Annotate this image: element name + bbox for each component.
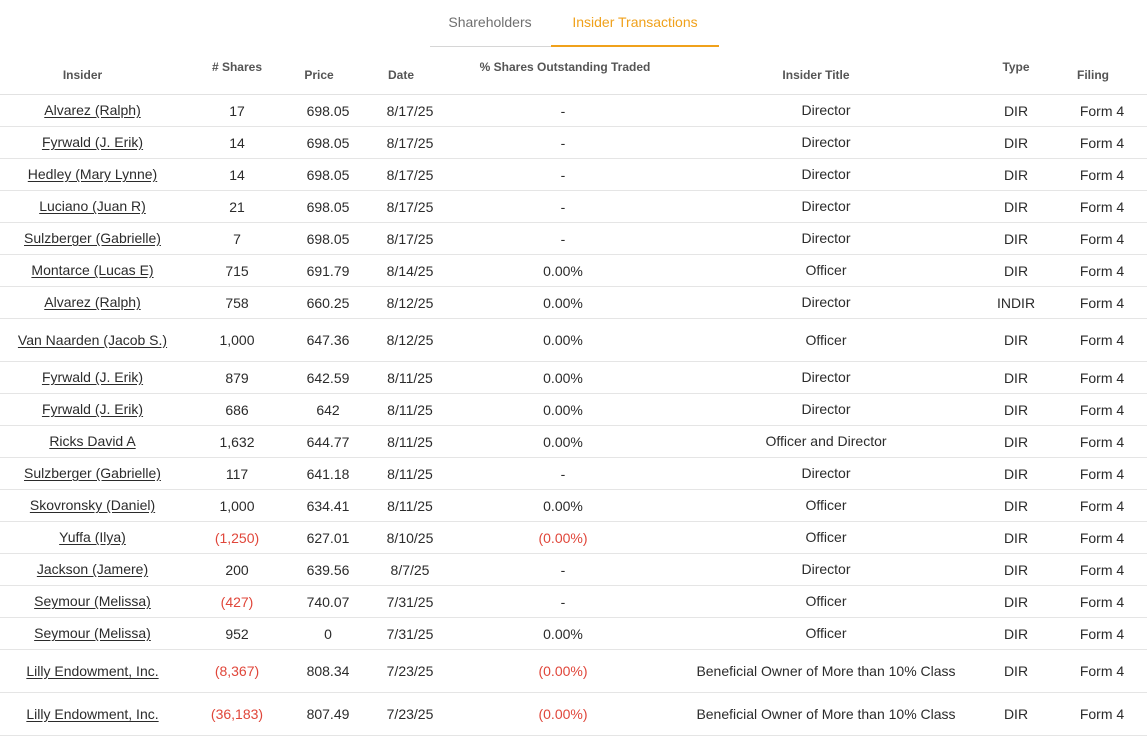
cell-shares: 14: [229, 134, 245, 151]
cell-filing: Form 4: [1079, 134, 1125, 151]
cell-insider-title: Officer: [805, 497, 847, 513]
cell-insider: [10, 159, 175, 190]
cell-date: 7/31/25: [386, 593, 434, 610]
cell-filing: Form 4: [1079, 593, 1125, 610]
table-row: [0, 95, 1147, 127]
table-row: [0, 490, 1147, 522]
cell-filing: Form 4: [1079, 230, 1125, 247]
cell-pct-outstanding: -: [560, 593, 566, 610]
col-header-date[interactable]: Date: [387, 68, 414, 82]
tab-bar: [430, 0, 719, 47]
cell-insider: [10, 319, 175, 361]
col-header-price[interactable]: Price: [304, 68, 334, 82]
cell-date: 7/23/25: [386, 706, 434, 722]
table-row: [0, 586, 1147, 618]
cell-price: 698.05: [306, 198, 350, 215]
cell-insider-title: Director: [801, 294, 851, 310]
cell-filing: Form 4: [1079, 465, 1125, 482]
cell-pct-outstanding: 0.00%: [543, 497, 583, 514]
cell-date: 7/31/25: [386, 625, 434, 642]
cell-type: DIR: [1003, 465, 1029, 482]
cell-price: 698.05: [306, 134, 350, 151]
col-header-shares[interactable]: # Shares: [211, 60, 263, 74]
cell-shares: (36,183): [210, 706, 264, 722]
table-row: [0, 693, 1147, 736]
cell-insider-title: Director: [801, 166, 851, 182]
cell-insider-title: Director: [801, 369, 851, 385]
cell-type: DIR: [1003, 625, 1029, 642]
cell-insider-title: Director: [801, 465, 851, 481]
cell-shares: (1,250): [214, 529, 260, 546]
cell-price: 644.77: [306, 433, 350, 450]
table-row: [0, 127, 1147, 159]
cell-type: DIR: [1003, 529, 1029, 546]
cell-date: 8/11/25: [387, 497, 433, 514]
col-header-filing[interactable]: Filing: [1077, 68, 1109, 82]
cell-insider-title: Beneficial Owner of More than 10% Class: [696, 662, 956, 679]
table-row: [0, 554, 1147, 586]
table-header: [0, 56, 1147, 95]
cell-pct-outstanding: -: [560, 465, 566, 482]
cell-filing: Form 4: [1079, 561, 1125, 578]
cell-insider: [10, 127, 175, 158]
cell-price: 642: [316, 401, 340, 418]
cell-price: 808.34: [306, 663, 350, 679]
insider-link[interactable]: Yuffa (Ilya): [59, 529, 126, 545]
insider-link[interactable]: Seymour (Melissa): [34, 625, 151, 641]
cell-type: DIR: [1003, 593, 1029, 610]
cell-filing: Form 4: [1079, 294, 1125, 311]
table-row: [0, 255, 1147, 287]
cell-pct-outstanding: -: [560, 134, 566, 151]
cell-filing: Form 4: [1079, 625, 1125, 642]
cell-filing: Form 4: [1079, 166, 1125, 183]
cell-insider: [10, 255, 175, 286]
cell-pct-outstanding: -: [560, 561, 566, 578]
cell-filing: Form 4: [1079, 262, 1125, 279]
cell-price: 647.36: [306, 332, 350, 348]
insider-link[interactable]: Sulzberger (Gabrielle): [24, 230, 161, 246]
cell-insider-title: Director: [801, 401, 851, 417]
cell-type: DIR: [1003, 401, 1029, 418]
cell-insider: [10, 586, 175, 617]
cell-shares: 21: [229, 198, 245, 215]
cell-price: 698.05: [306, 166, 350, 183]
cell-insider: [10, 426, 175, 457]
table-row: [0, 362, 1147, 394]
cell-price: 698.05: [306, 102, 350, 119]
cell-price: 642.59: [306, 369, 350, 386]
cell-insider: [10, 287, 175, 318]
insider-link[interactable]: Lilly Endowment, Inc.: [26, 662, 159, 679]
cell-shares: 686: [225, 401, 249, 418]
cell-type: DIR: [1003, 134, 1029, 151]
cell-pct-outstanding: -: [560, 230, 566, 247]
cell-insider: [10, 191, 175, 222]
col-header-type[interactable]: Type: [1002, 60, 1030, 74]
cell-price: 639.56: [306, 561, 350, 578]
cell-shares: 200: [225, 561, 249, 578]
cell-shares: (8,367): [214, 663, 260, 679]
cell-shares: 952: [225, 625, 249, 642]
insider-link[interactable]: Seymour (Melissa): [34, 593, 151, 609]
cell-type: DIR: [1003, 497, 1029, 514]
cell-date: 8/17/25: [386, 102, 434, 119]
table-row: [0, 618, 1147, 650]
cell-type: DIR: [1003, 663, 1029, 679]
cell-type: DIR: [1003, 230, 1029, 247]
insider-link[interactable]: Jackson (Jamere): [36, 561, 149, 577]
cell-pct-outstanding: 0.00%: [543, 332, 583, 348]
cell-price: 627.01: [306, 529, 350, 546]
cell-date: 8/11/25: [387, 465, 433, 482]
cell-pct-outstanding: 0.00%: [543, 369, 583, 386]
table-row: [0, 522, 1147, 554]
cell-type: DIR: [1003, 332, 1029, 348]
cell-date: 8/17/25: [386, 166, 434, 183]
cell-insider: [10, 522, 175, 553]
table-row: [0, 159, 1147, 191]
table-body: [0, 95, 1147, 736]
cell-filing: Form 4: [1079, 198, 1125, 215]
cell-insider-title: Officer: [805, 625, 847, 641]
cell-insider-title: Director: [801, 134, 851, 150]
cell-price: 0: [324, 625, 332, 642]
table-row: [0, 287, 1147, 319]
cell-date: 8/11/25: [387, 401, 433, 418]
table-row: [0, 394, 1147, 426]
cell-type: DIR: [1003, 102, 1029, 119]
insider-link[interactable]: Van Naarden (Jacob S.): [17, 331, 168, 348]
insider-link[interactable]: Montarce (Lucas E): [31, 262, 154, 278]
cell-filing: Form 4: [1079, 529, 1125, 546]
insider-link[interactable]: Fyrwald (J. Erik): [41, 401, 144, 417]
table-row: [0, 426, 1147, 458]
insider-link[interactable]: Ricks David A: [49, 433, 136, 449]
cell-insider-title: Officer: [805, 262, 847, 278]
cell-shares: 7: [233, 230, 241, 247]
tab-insider-transactions[interactable]: Insider Transactions: [551, 0, 719, 47]
cell-shares: 1,000: [219, 497, 255, 514]
table-row: [0, 191, 1147, 223]
insider-link[interactable]: Lilly Endowment, Inc.: [26, 705, 159, 722]
cell-pct-outstanding: -: [560, 198, 566, 215]
insider-link[interactable]: Alvarez (Ralph): [44, 294, 141, 310]
cell-date: 8/7/25: [390, 561, 430, 578]
insider-link[interactable]: Fyrwald (J. Erik): [41, 369, 144, 385]
cell-type: INDIR: [996, 294, 1036, 311]
cell-type: DIR: [1003, 166, 1029, 183]
cell-price: 691.79: [306, 262, 350, 279]
cell-date: 8/11/25: [387, 369, 433, 386]
cell-date: 8/11/25: [387, 433, 433, 450]
cell-type: DIR: [1003, 369, 1029, 386]
cell-pct-outstanding: -: [560, 166, 566, 183]
insider-link[interactable]: Luciano (Juan R): [39, 198, 146, 214]
cell-filing: Form 4: [1079, 332, 1125, 348]
cell-date: 8/14/25: [386, 262, 434, 279]
cell-filing: Form 4: [1079, 706, 1125, 722]
cell-insider: [10, 693, 175, 735]
cell-shares: 117: [225, 465, 249, 482]
cell-pct-outstanding: 0.00%: [543, 433, 583, 450]
insider-link[interactable]: Sulzberger (Gabrielle): [24, 465, 161, 481]
cell-insider: [10, 618, 175, 649]
cell-price: 740.07: [306, 593, 350, 610]
cell-insider: [10, 554, 175, 585]
cell-date: 8/17/25: [386, 198, 434, 215]
cell-insider: [10, 458, 175, 489]
cell-insider: [10, 394, 175, 425]
cell-type: DIR: [1003, 198, 1029, 215]
col-header-pct-outstanding[interactable]: % Shares Outstanding Traded: [479, 60, 651, 74]
cell-pct-outstanding: 0.00%: [543, 625, 583, 642]
cell-insider: [10, 223, 175, 254]
cell-date: 8/12/25: [386, 332, 434, 348]
cell-filing: Form 4: [1079, 497, 1125, 514]
insider-link[interactable]: Alvarez (Ralph): [44, 102, 141, 118]
cell-shares: 17: [229, 102, 245, 119]
cell-shares: 758: [225, 294, 249, 311]
cell-pct-outstanding: -: [560, 102, 566, 119]
cell-date: 8/17/25: [386, 134, 434, 151]
cell-insider: [10, 95, 175, 126]
cell-date: 8/12/25: [386, 294, 434, 311]
table-row: [0, 650, 1147, 693]
insider-link[interactable]: Skovronsky (Daniel): [29, 497, 156, 513]
cell-pct-outstanding: (0.00%): [538, 529, 588, 546]
col-header-insider[interactable]: Insider: [62, 68, 103, 82]
cell-insider-title: Beneficial Owner of More than 10% Class: [696, 705, 956, 722]
cell-date: 8/10/25: [386, 529, 434, 546]
cell-type: DIR: [1003, 706, 1029, 722]
table-row: [0, 223, 1147, 255]
cell-pct-outstanding: 0.00%: [543, 294, 583, 311]
cell-date: 8/17/25: [386, 230, 434, 247]
cell-type: DIR: [1003, 561, 1029, 578]
cell-pct-outstanding: (0.00%): [538, 706, 588, 722]
cell-shares: 14: [229, 166, 245, 183]
cell-insider-title: Director: [801, 561, 851, 577]
cell-filing: Form 4: [1079, 663, 1125, 679]
cell-insider-title: Officer: [805, 331, 847, 348]
cell-insider-title: Director: [801, 198, 851, 214]
cell-shares: 1,000: [219, 332, 255, 348]
table-row: [0, 319, 1147, 362]
cell-insider-title: Officer and Director: [765, 433, 887, 449]
cell-type: DIR: [1003, 262, 1029, 279]
cell-insider-title: Officer: [805, 593, 847, 609]
cell-pct-outstanding: (0.00%): [538, 663, 588, 679]
cell-insider: [10, 362, 175, 393]
cell-price: 807.49: [306, 706, 350, 722]
tab-shareholders[interactable]: Shareholders: [448, 14, 532, 30]
cell-shares: 879: [225, 369, 249, 386]
cell-filing: Form 4: [1079, 401, 1125, 418]
cell-insider: [10, 490, 175, 521]
table-row: [0, 458, 1147, 490]
cell-filing: Form 4: [1079, 102, 1125, 119]
cell-type: DIR: [1003, 433, 1029, 450]
cell-shares: 1,632: [219, 433, 255, 450]
cell-filing: Form 4: [1079, 369, 1125, 386]
insider-link[interactable]: Fyrwald (J. Erik): [41, 134, 144, 150]
cell-shares: 715: [225, 262, 249, 279]
insider-transactions-table: [0, 56, 1147, 736]
cell-insider-title: Director: [801, 230, 851, 246]
cell-pct-outstanding: 0.00%: [543, 401, 583, 418]
cell-price: 634.41: [306, 497, 350, 514]
cell-price: 641.18: [306, 465, 350, 482]
cell-insider-title: Officer: [805, 529, 847, 545]
insider-link[interactable]: Hedley (Mary Lynne): [27, 166, 158, 182]
col-header-insider-title[interactable]: Insider Title: [782, 68, 850, 82]
cell-filing: Form 4: [1079, 433, 1125, 450]
cell-price: 660.25: [306, 294, 350, 311]
cell-insider: [10, 650, 175, 692]
cell-pct-outstanding: 0.00%: [543, 262, 583, 279]
cell-date: 7/23/25: [386, 663, 434, 679]
cell-shares: (427): [220, 593, 254, 610]
cell-price: 698.05: [306, 230, 350, 247]
cell-insider-title: Director: [801, 102, 851, 118]
